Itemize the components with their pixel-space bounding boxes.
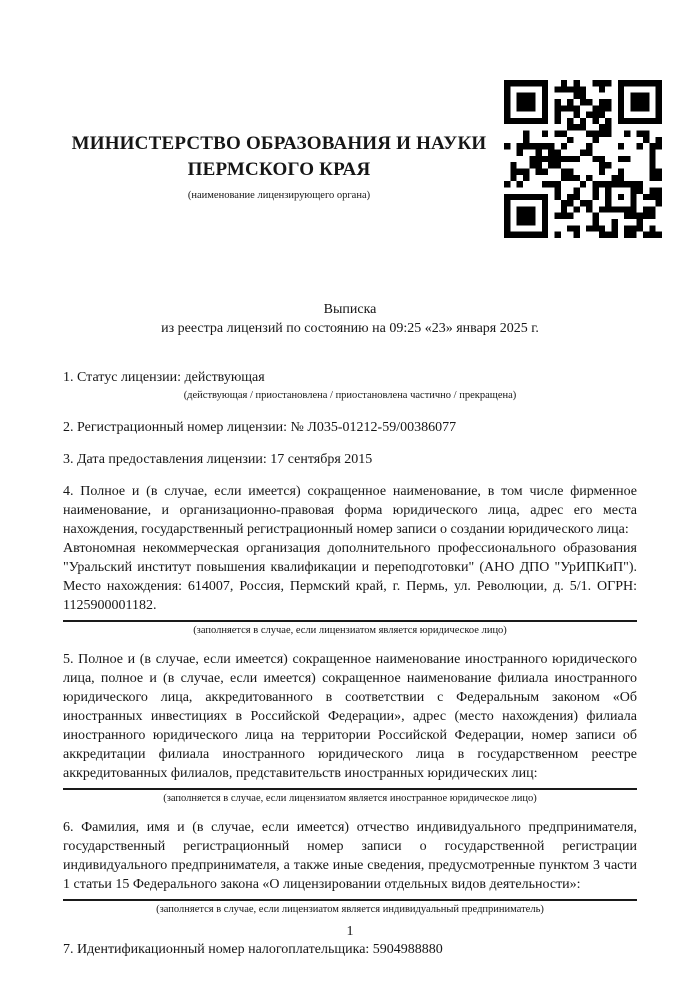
item-5-foreign-entity bbox=[63, 650, 637, 805]
fill-line bbox=[63, 788, 637, 790]
license-status-caption: (действующая / приостановлена / приостановлена частично / прекращена) bbox=[183, 390, 517, 401]
item-7-taxpayer-number bbox=[63, 940, 637, 959]
item-1-license-status bbox=[63, 368, 637, 402]
document-body bbox=[63, 300, 637, 959]
authority-caption: (наименование лицензирующего органа) bbox=[187, 190, 371, 201]
foreign-entity-caption: (заполняется в случае, если лицензиатом является иностранное юридическое лицо) bbox=[163, 793, 537, 804]
license-date-text: 3. Дата предоставления лицензии: 17 сентября 2015 bbox=[63, 452, 373, 467]
authority-name-line2: ПЕРМСКОГО КРАЯ bbox=[187, 159, 371, 180]
fill-line bbox=[63, 899, 637, 901]
qr-code-icon bbox=[504, 80, 662, 238]
legal-entity-question: 4. Полное и (в случае, если имеется) сокращенное наименование, в том числе фирменное наименование, и организационно-правовая форма юридического лица, адрес его места нахождения, государственный регистрационный номер записи о создании юридического лица: bbox=[63, 484, 637, 537]
item-3-license-date bbox=[63, 450, 637, 469]
license-status-text: 1. Статус лицензии: действующая bbox=[63, 370, 265, 385]
legal-entity-caption: (заполняется в случае, если лицензиатом является юридическое лицо) bbox=[193, 625, 507, 636]
fill-line bbox=[63, 620, 637, 622]
item-4-legal-entity bbox=[63, 482, 637, 637]
taxpayer-number-text: 7. Идентификационный номер налогоплательщика: 5904988880 bbox=[63, 942, 443, 957]
entrepreneur-question: 6. Фамилия, имя и (в случае, если имеется) отчество индивидуального предпринимателя, государственный регистрационный номер записи о государственной регистрации индивидуального предпринимателя, а также иные сведения, предусмотренные пунктом 3 части 1 статьи 15 Федерального закона «О лицензировании отдельных видов деятельности»: bbox=[63, 820, 637, 892]
legal-entity-answer: Автономная некоммерческая организация дополнительного профессионального образования "Уральский институт повышения квалификации и переподготовки" (АНО ДПО "УрИПКиП"). Место нахождения: 614007, Россия, Пермский край, г. Пермь, ул. Революции, д. 5/1. ОГРН: 1125900001182. bbox=[63, 541, 637, 613]
document-title: Выписка bbox=[323, 302, 377, 317]
licensing-authority-header bbox=[58, 131, 500, 202]
item-2-registration-number bbox=[63, 418, 637, 437]
document-subtitle: из реестра лицензий по состоянию на 09:25 «23» января 2025 г. bbox=[161, 321, 539, 336]
foreign-entity-question: 5. Полное и (в случае, если имеется) сокращенное наименование иностранного юридического лица, полное и (в случае, если имеется) сокращенное наименование филиала иностранного юридического лица, аккредитованного в соответствии с Федеральным законом «Об иностранных инвестициях в Российской Федерации», адрес (место нахождения) филиала иностранного юридического лица на территории Российской Федерации, номер записи об аккредитации филиала иностранного юридического лица в государственном реестре аккредитованных филиалов, представительств иностранных юридических лиц: bbox=[63, 652, 637, 781]
item-6-individual-entrepreneur bbox=[63, 818, 637, 916]
page-number: 1 bbox=[346, 924, 354, 939]
authority-name-line1: МИНИСТЕРСТВО ОБРАЗОВАНИЯ И НАУКИ bbox=[71, 133, 487, 154]
registration-number-text: 2. Регистрационный номер лицензии: № Л035-01212-59/00386077 bbox=[63, 420, 457, 435]
entrepreneur-caption: (заполняется в случае, если лицензиатом является индивидуальный предприниматель) bbox=[156, 904, 544, 915]
